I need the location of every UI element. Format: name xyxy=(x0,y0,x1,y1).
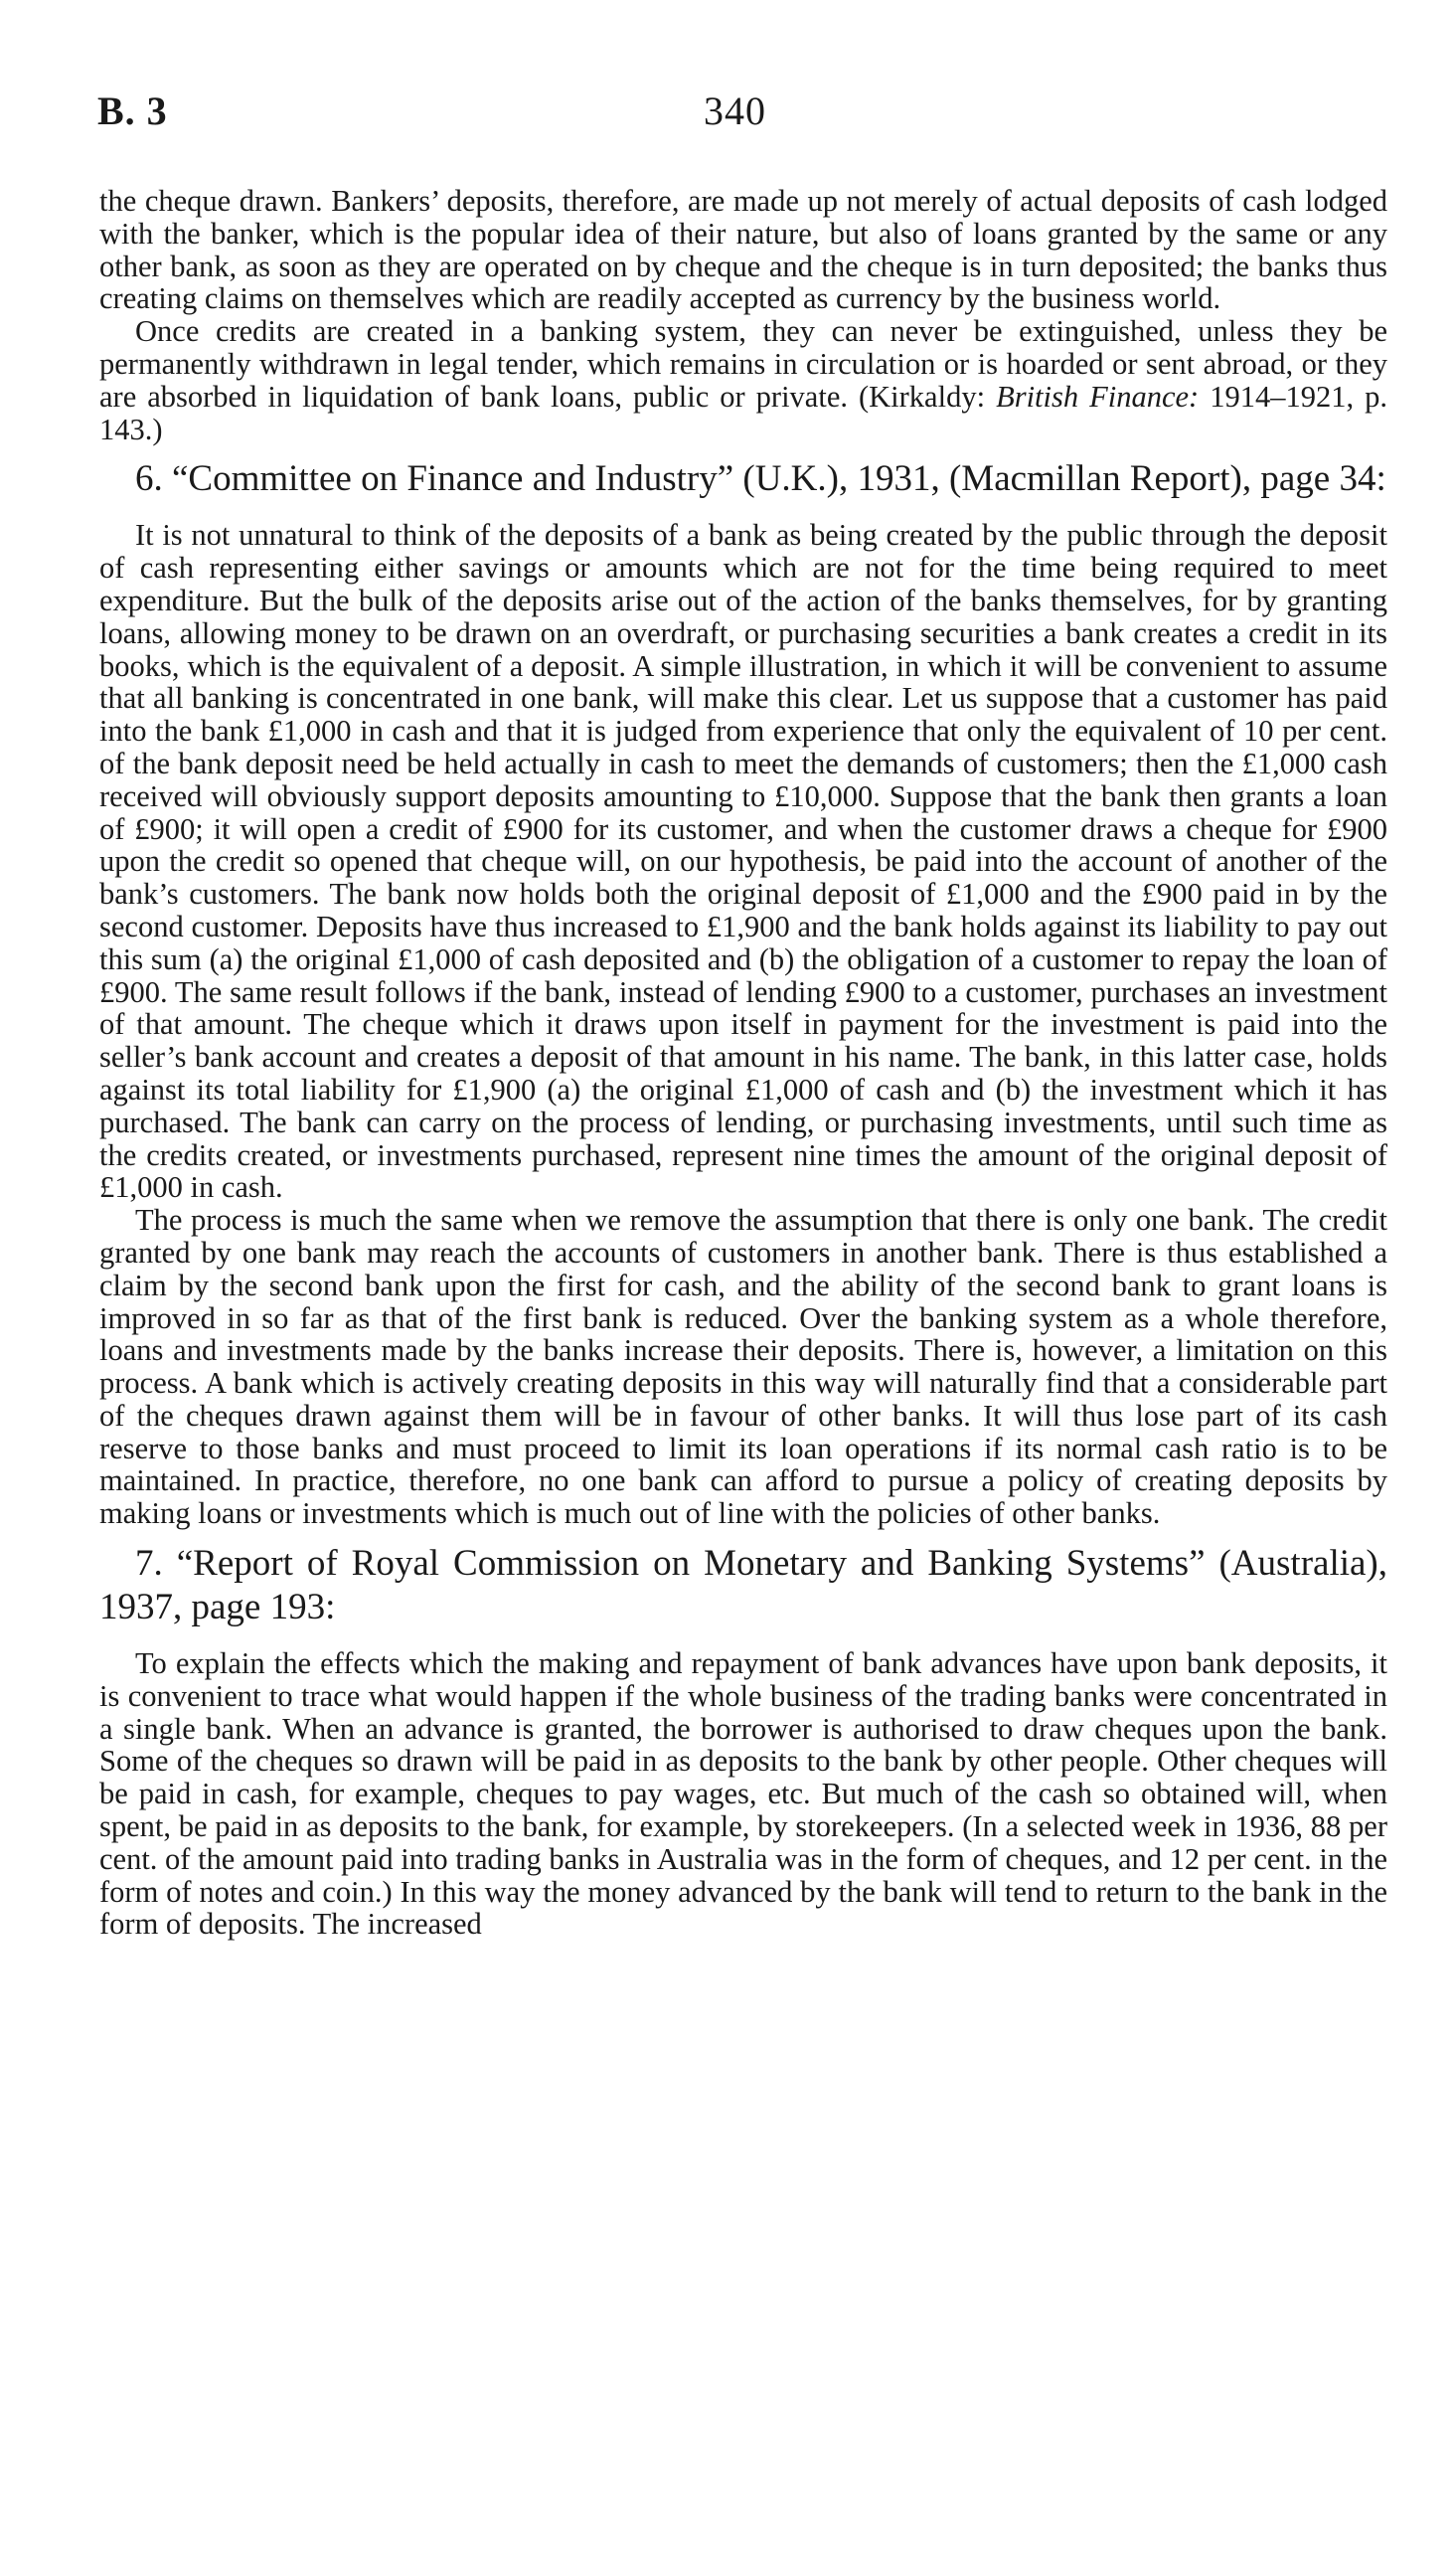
section-heading-royal-commission: 7. “Report of Royal Commission on Monetary and Banking Systems” (Australia), 1937, page 193: xyxy=(99,1543,1387,1628)
page-header xyxy=(97,87,1387,143)
book-title: British Finance: xyxy=(996,379,1200,414)
body-text xyxy=(99,185,1387,1941)
quote-paragraph-bank-advances: To explain the effects which the making and repayment of bank advances have upon bank deposits, it is convenient to trace what would happen if the whole business of the trading banks were concentrated in a single bank. When an advance is granted, the borrower is authorised to draw cheques upon the bank. Some of the cheques so drawn will be paid in as deposits to the bank by other people. Other cheques will be paid in cash, for example, cheques to pay wages, etc. But much of the cash so obtained will, when spent, be paid in as deposits to the bank, for example, by storekeepers. (In a selected week in 1936, 88 per cent. of the amount paid into trading banks in Australia was in the form of cheques, and 12 per cent. in the form of notes and coin.) In this way the money advanced by the bank will tend to return to the bank in the form of deposits. The increased xyxy=(99,1646,1387,1942)
page-number: 340 xyxy=(704,88,766,133)
quote-paragraph-deposits-created: It is not unnatural to think of the deposits of a bank as being created by the public through the deposit of cash representing either savings or amounts which are not for the time being required to meet expenditure. But the bulk of the deposits arise out of the action of the banks themselves, for by granting loans, allowing money to be drawn on an overdraft, or purchasing securities a bank creates a credit in its books, which is the equivalent of a deposit. A simple illustration, in which it will be convenient to assume that all banking is concentrated in one bank, will make this clear. Let us suppose that a customer has paid into the bank £1,000 in cash and that it is judged from experience that only the equivalent of 10 per cent. of the bank deposit need be held actually in cash to meet the demands of customers; then the £1,000 cash received will obviously support deposits amounting to £10,000. Suppose that the bank then grants a loan of £900; it will open a credit of £900 for its customer, and when the customer draws a cheque for £900 upon the credit so opened that cheque will, on our hypothesis, be paid into the account of another of the bank’s customers. The bank now holds both the original deposit of £1,000 and the £900 paid in by the second customer. Deposits have thus increased to £1,900 and the bank holds against its liability to pay out this sum (a) the original £1,000 of cash deposited and (b) the obligation of a customer to repay the loan of £900. The same result follows if the bank, instead of lending £900 to a customer, purchases an investment of that amount. The cheque which it draws upon itself in payment for the investment is paid into the seller’s bank account and creates a deposit of that amount in his name. The bank, in this latter case, holds against its total liability for £1,900 (a) the original £1,000 of cash and (b) the investment which it has purchased. The bank can carry on the process of lending, or purchasing investments, until such time as the credits created, or investments purchased, represent nine times the amount of the original deposit of £1,000 in cash. xyxy=(99,518,1387,1205)
paragraph-continued: the cheque drawn. Bankers’ deposits, therefore, are made up not merely of actual deposits of cash lodged with the banker, which is the popular idea of their nature, but also of loans granted by the same or any other bank, as soon as they are operated on by cheque and the cheque is in turn deposited; the banks thus creating claims on themselves which are readily accepted as currency by the business world. xyxy=(99,184,1387,316)
paragraph-text: Once credits are created in a banking system, they can never be extinguished, unless they be permanently withdrawn in legal tender, which remains in circulation or is hoarded or sent abroad, or they are absorbed in liquidation of bank loans, public or private. (Kirkaldy: xyxy=(99,314,1387,414)
paragraph-credits-extinguished xyxy=(99,315,1387,445)
heading-gap xyxy=(99,501,1387,519)
paragraph-text-end: 1914–1921, p. 143.) xyxy=(99,379,1387,446)
section-heading-macmillan-report: 6. “Committee on Finance and Industry” (U.K.), 1931, (Macmillan Report), page 34: xyxy=(135,458,1386,500)
quote-paragraph-multiple-banks: The process is much the same when we remove the assumption that there is only one bank. The credit granted by one bank may reach the accounts of customers in another bank. There is thus established a claim by the second bank upon the first for cash, and the ability of the second bank to grant loans is improved in so far as that of the first bank is reduced. Over the banking system as a whole therefore, loans and investments made by the banks increase their deposits. There is, however, a limitation on this process. A bank which is actively creating deposits in this way will naturally find that a considerable part of the cheques drawn against them will be in favour of other banks. It will thus lose part of its cash reserve to those banks and must proceed to limit its loan operations if its normal cash ratio is to be maintained. In practice, therefore, no one bank can afford to pursue a policy of creating deposits by making loans or investments which is much out of line with the policies of other banks. xyxy=(99,1203,1387,1531)
heading-gap xyxy=(99,1629,1387,1647)
sheet-reference: B. 3 xyxy=(97,88,168,133)
